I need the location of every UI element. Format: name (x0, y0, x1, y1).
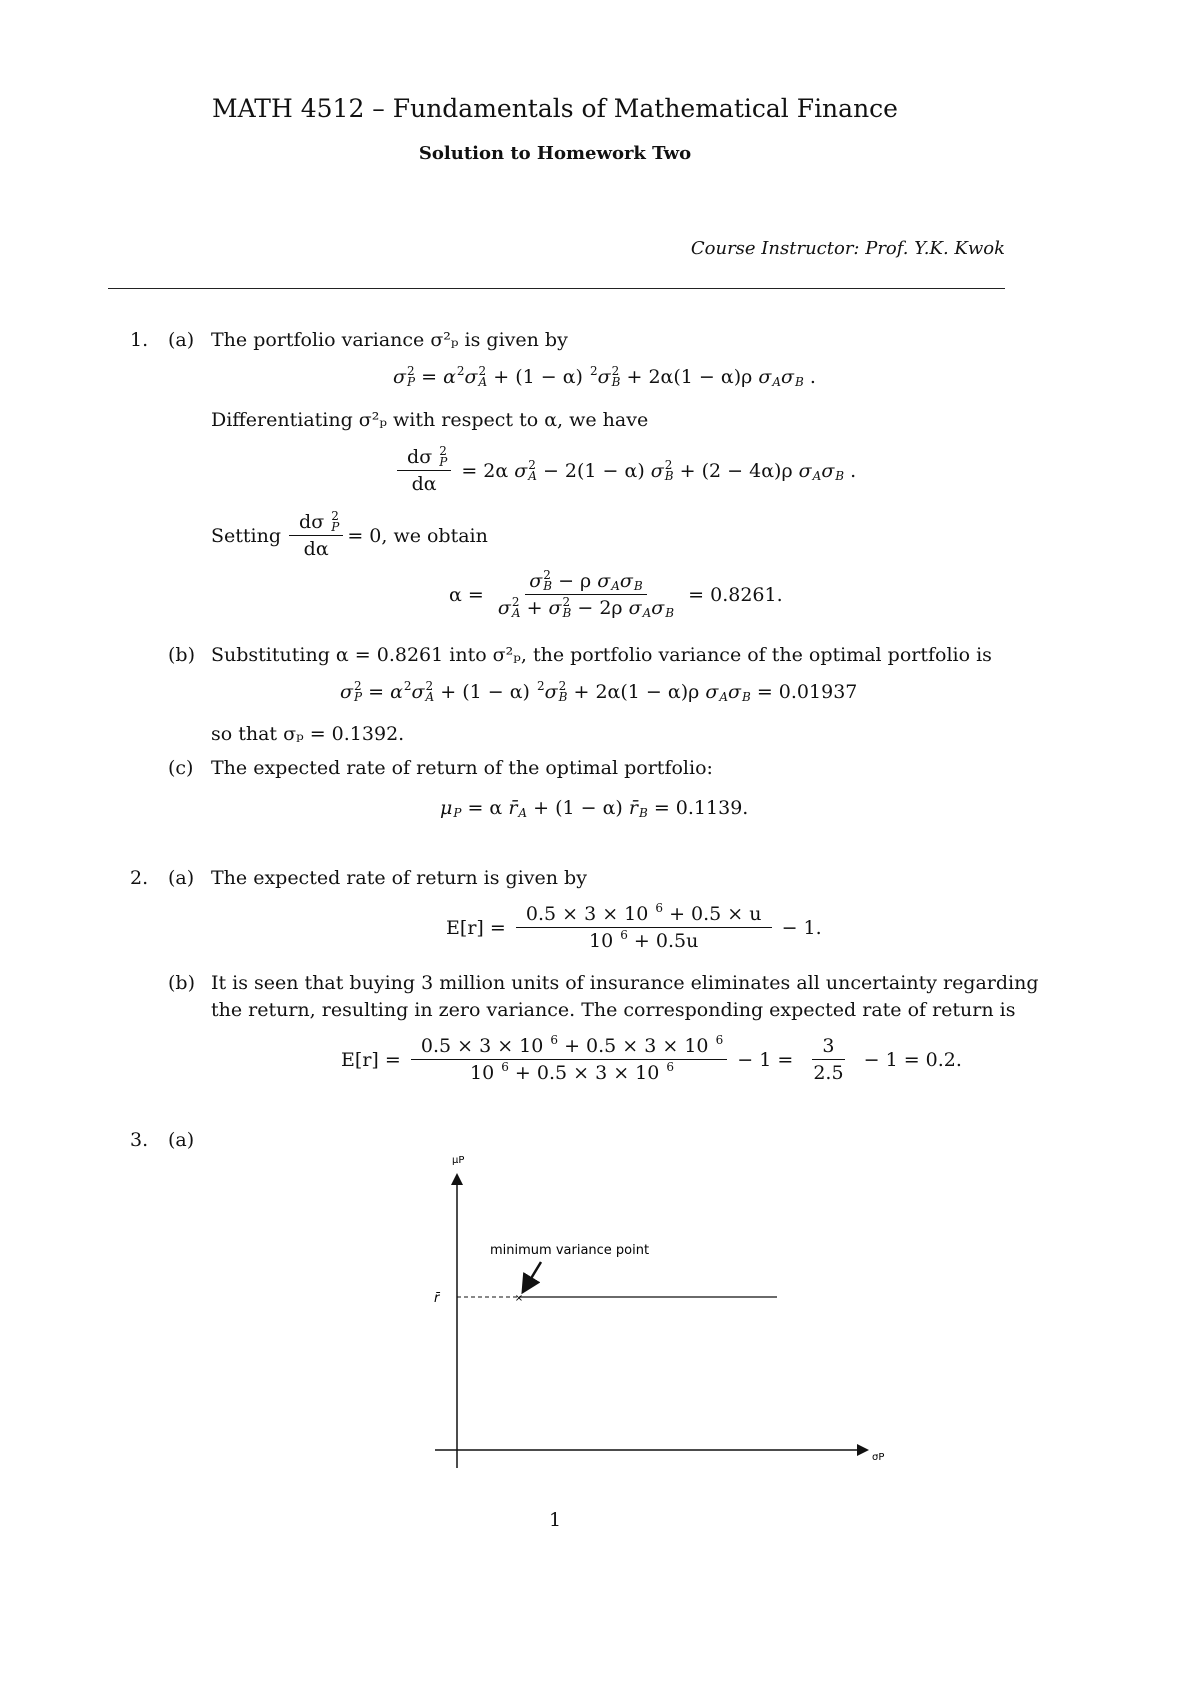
math-superscript: 2 (403, 679, 412, 693)
math-subscript: B (611, 375, 621, 389)
course-instructor: Course Instructor: Prof. Y.K. Kwok (690, 238, 1005, 259)
math-text: + (2 − 4α)ρ (673, 459, 799, 482)
math-text: − 2(1 − α) (536, 459, 651, 482)
math-base: σ (529, 570, 543, 592)
math-subscript: A (772, 375, 781, 389)
part-1c-label: (c) (168, 757, 194, 779)
part-1b-label: (b) (168, 644, 195, 666)
setting-post: = 0, we obtain (347, 524, 488, 547)
part-1a-label: (a) (168, 329, 195, 351)
math-base: σ (464, 366, 478, 388)
math-text: . (803, 366, 822, 388)
min-variance-marker: × (514, 1293, 524, 1304)
math-text: = 0.01937 (750, 681, 864, 703)
page-number: 1 (548, 1509, 562, 1531)
math-text: = α (461, 797, 509, 819)
math-subscript: A (611, 579, 620, 593)
math-base: σ (628, 597, 642, 619)
math-base: σ (514, 459, 528, 482)
math-text: − 1 = (731, 1048, 800, 1071)
math-superscript: 6 (501, 1060, 509, 1074)
math-base: α (443, 366, 456, 388)
math-text: 0.5 × 3 × 10 (519, 903, 655, 925)
math-text: dσ (401, 446, 439, 468)
math-superscript: 6 (655, 901, 664, 915)
math-superscript: 6 (715, 1033, 724, 1047)
math-superscript: 2 (528, 457, 536, 472)
math-text: = (362, 681, 391, 703)
math-subscript: P (439, 455, 448, 469)
math-text: E[r] = (440, 916, 512, 939)
math-text: E[r] = (335, 1048, 407, 1071)
math-text: 3 (816, 1035, 841, 1057)
question-2-number: 2. (130, 867, 149, 889)
math-subscript: P (453, 806, 462, 820)
math-text: − 1 = 0.2. (857, 1048, 968, 1071)
math-base: σ (340, 681, 353, 703)
question-1-number: 1. (130, 329, 149, 351)
math-base: σ (544, 681, 558, 703)
math-text: + (1 − α) (487, 366, 589, 388)
math-superscript: 6 (666, 1060, 675, 1074)
part-1a-text: The portfolio variance σ²ₚ is given by (211, 329, 568, 351)
math-subscript: A (642, 606, 652, 620)
level-label: r̄ (434, 1291, 440, 1306)
math-subscript: A (478, 375, 488, 389)
x-axis-label: σP (872, 1452, 885, 1463)
math-subscript: B (543, 579, 553, 593)
part-1b-text: Substituting α = 0.8261 into σ²ₚ, the portfolio variance of the optimal portfolio is (211, 644, 992, 666)
math-base: r̄ (628, 797, 638, 819)
part-2b-text-2: the return, resulting in zero variance. The corresponding expected rate of return is (211, 999, 1016, 1021)
math-base: σ (548, 597, 562, 619)
math-subscript: P (353, 690, 363, 704)
math-subscript: A (719, 690, 728, 704)
math-text: 10 (463, 1062, 501, 1084)
math-text: − ρ (552, 570, 598, 592)
math-text: = 0.1139. (647, 797, 755, 819)
math-subscript: B (794, 375, 804, 389)
math-base: σ (497, 597, 511, 619)
math-text: dα (405, 473, 443, 495)
math-base: σ (393, 366, 406, 388)
math-superscript: 2 (543, 568, 551, 582)
math-superscript: 6 (620, 928, 628, 942)
math-base: σ (650, 459, 664, 482)
math-subscript: B (835, 468, 845, 483)
math-text: + 0.5u (627, 930, 705, 952)
math-subscript: B (664, 468, 674, 483)
math-superscript: 2 (537, 679, 545, 693)
math-base: σ (727, 681, 741, 703)
math-text: dα (297, 538, 335, 560)
math-subscript: B (633, 579, 643, 593)
math-superscript: 2 (562, 595, 571, 609)
part-1a-text-2: Differentiating σ²ₚ with respect to α, we have (211, 409, 649, 431)
math-subscript: P (331, 520, 340, 534)
document-subtitle: Solution to Homework Two (418, 143, 692, 164)
math-base: σ (411, 681, 425, 703)
math-superscript: 2 (406, 364, 415, 378)
math-text: + 0.5 × 3 × 10 (558, 1035, 715, 1057)
math-text: + 2α(1 − α)ρ (620, 366, 759, 388)
math-text: 0.5 × 3 × 10 (414, 1035, 550, 1057)
math-subscript: A (425, 690, 435, 704)
math-text: = 0.8261. (682, 583, 789, 606)
math-superscript: 2 (425, 679, 434, 693)
math-text: 2.5 (807, 1062, 850, 1084)
annotation-label: minimum variance point (490, 1243, 650, 1258)
setting-pre: Setting (211, 524, 282, 547)
math-subscript: A (528, 468, 537, 483)
part-2a-label: (a) (168, 867, 195, 889)
math-base: σ (619, 570, 633, 592)
math-subscript: B (638, 806, 648, 820)
math-superscript: 2 (511, 595, 520, 609)
math-subscript: A (511, 606, 521, 620)
math-text: dσ (293, 511, 331, 533)
math-superscript: 2 (353, 679, 362, 693)
math-base: σ (798, 459, 812, 482)
question-3-number: 3. (130, 1129, 149, 1151)
math-superscript: 2 (331, 509, 339, 523)
math-text: + 0.5 × u (663, 903, 768, 925)
math-superscript: 2 (478, 364, 487, 378)
math-superscript: 2 (456, 364, 465, 378)
math-base: σ (758, 366, 772, 388)
math-base: σ (651, 597, 665, 619)
math-base: σ (821, 459, 835, 482)
math-base: σ (597, 366, 611, 388)
math-subscript: B (562, 606, 572, 620)
math-base: σ (705, 681, 719, 703)
math-base: σ (597, 570, 611, 592)
math-subscript: A (812, 468, 822, 483)
math-superscript: 2 (439, 444, 447, 458)
annotation-arrow (524, 1262, 541, 1290)
math-subscript: B (558, 690, 568, 704)
part-2b-text: It is seen that buying 3 million units of insurance eliminates all uncertainty regarding (211, 972, 1039, 994)
part-1b-text-2: so that σₚ = 0.1392. (211, 723, 405, 745)
math-text: . (844, 459, 863, 482)
part-1c-text: The expected rate of return of the optimal portfolio: (211, 757, 713, 779)
math-text: + 2α(1 − α)ρ (567, 681, 706, 703)
math-base: r̄ (508, 797, 518, 819)
math-base: σ (780, 366, 794, 388)
math-superscript: 2 (611, 364, 620, 378)
math-subscript: A (518, 806, 528, 820)
math-superscript: 2 (664, 457, 673, 472)
math-subscript: B (741, 690, 751, 704)
math-text: + 0.5 × 3 × 10 (508, 1062, 666, 1084)
math-subscript: B (665, 606, 675, 620)
math-text: − 2ρ (571, 597, 629, 619)
math-text: = (415, 366, 444, 388)
part-3a-label: (a) (168, 1129, 195, 1151)
math-text: + (1 − α) (434, 681, 536, 703)
document-title: MATH 4512 – Fundamentals of Mathematical Finance (212, 94, 898, 123)
part-2a-text: The expected rate of return is given by (211, 867, 587, 889)
part-2b-label: (b) (168, 972, 195, 994)
math-subscript: P (406, 375, 416, 389)
math-base: α (390, 681, 403, 703)
math-base: μ (440, 797, 453, 819)
math-text: = 2α (455, 459, 515, 482)
math-text: 10 (582, 930, 620, 952)
math-text: + (520, 597, 549, 619)
math-text: − 1. (775, 916, 828, 939)
math-text: α = (443, 583, 490, 606)
y-axis-label: μP (452, 1155, 465, 1166)
math-superscript: 6 (550, 1033, 559, 1047)
math-superscript: 2 (558, 679, 567, 693)
math-text: + (1 − α) (527, 797, 629, 819)
math-superscript: 2 (590, 364, 598, 378)
